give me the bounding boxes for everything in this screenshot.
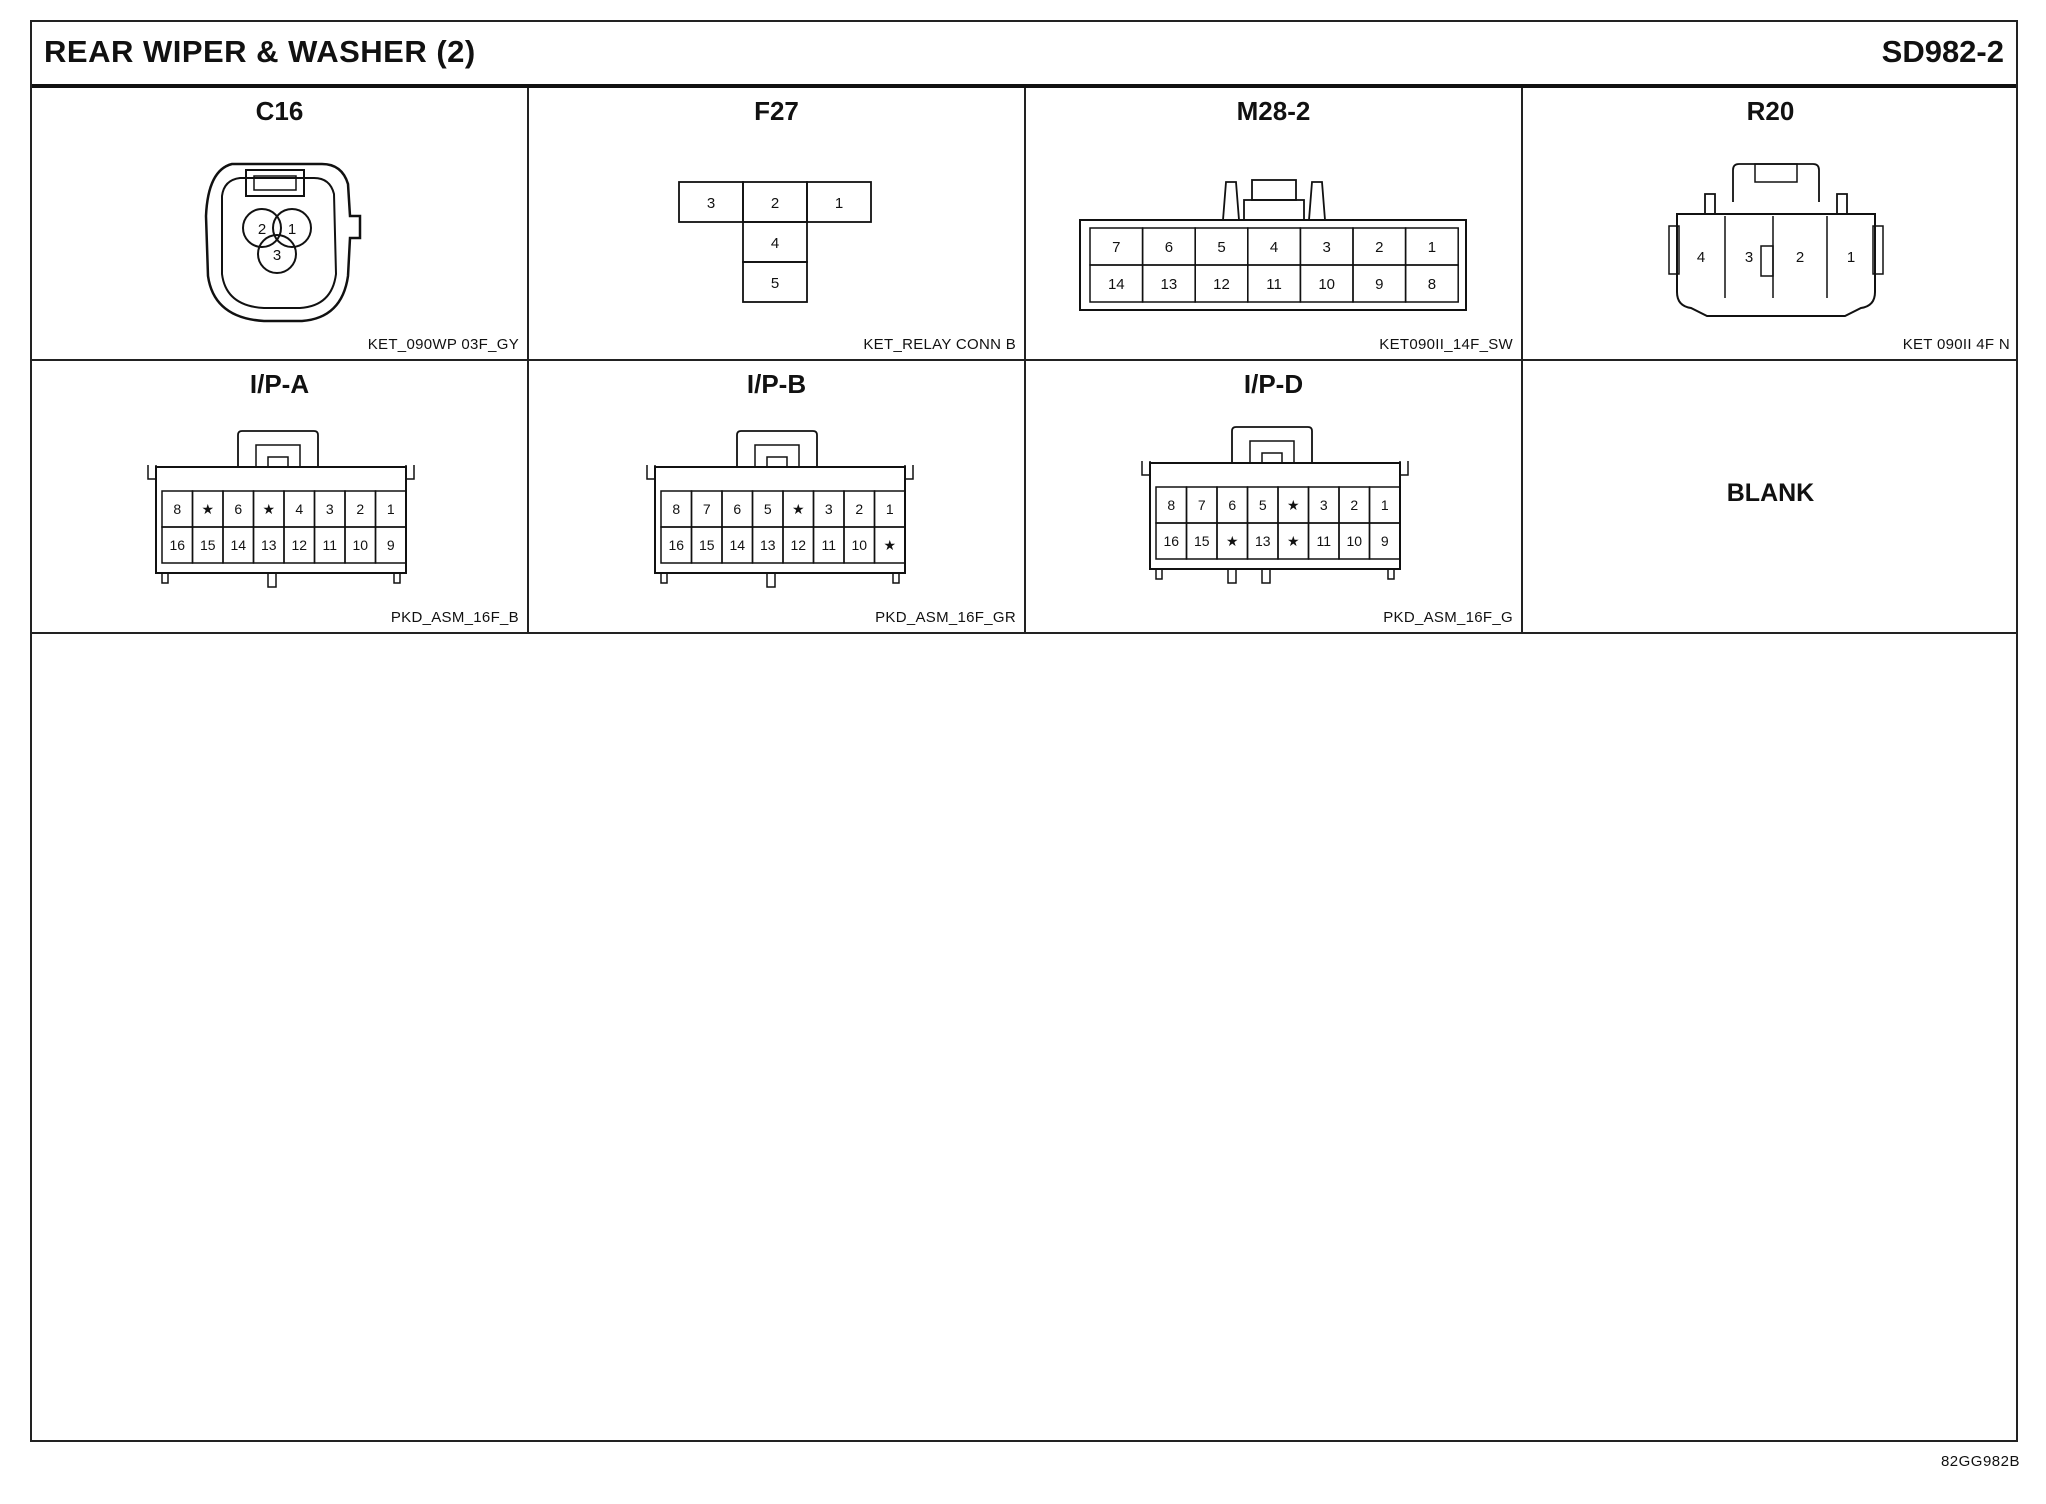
connector-cell-ip-a — [32, 361, 529, 634]
connector-cell-ip-d — [1026, 361, 1523, 634]
m28-2-pin-label: 4 — [1269, 238, 1279, 256]
ip-b-pin-grid — [661, 491, 905, 563]
m28-2-pin-label: 11 — [1266, 275, 1282, 293]
f27-connector-drawing — [677, 180, 877, 315]
f27-pin-3: 3 — [706, 195, 716, 212]
r20-pin-2: 2 — [1795, 249, 1805, 266]
ip-d-pin-grid — [1156, 487, 1400, 559]
ip-b-pin-label: 10 — [851, 537, 868, 554]
document-id: 82GG982B — [1940, 1453, 2020, 1470]
ip-d-pin-label: 15 — [1193, 533, 1210, 550]
connector-name: M28-2 — [1236, 96, 1311, 126]
c16-pin-3: 3 — [272, 247, 282, 264]
ip-d-pin-label: ★ — [1225, 533, 1239, 550]
ip-b-pin-label: ★ — [791, 501, 805, 518]
m28-2-pin-label: 12 — [1213, 275, 1230, 293]
ip-b-pin-label: ★ — [883, 537, 897, 554]
ip-a-pin-label: ★ — [201, 501, 215, 518]
ip-d-pin-label: 11 — [1316, 533, 1332, 550]
ip-a-connector-drawing — [148, 421, 414, 601]
ip-a-pin-label: 9 — [386, 537, 395, 554]
c16-pin-1: 1 — [287, 221, 297, 238]
page-title: REAR WIPER & WASHER (2) — [44, 34, 476, 69]
connector-name: C16 — [255, 96, 304, 126]
connector-type: KET 090II 4F N — [1902, 336, 2010, 353]
m28-2-pin-label: 9 — [1375, 275, 1384, 293]
f27-pin-1: 1 — [834, 195, 844, 212]
r20-pin-4: 4 — [1696, 249, 1706, 266]
m28-2-pin-label: 10 — [1318, 275, 1336, 293]
m28-2-pin-grid — [1090, 228, 1458, 302]
ip-b-pin-label: 2 — [855, 501, 864, 518]
ip-d-pin-label: 16 — [1163, 533, 1180, 550]
ip-b-pin-label: 1 — [885, 501, 894, 518]
f27-pin-5: 5 — [770, 275, 780, 292]
connector-type: KET_090WP 03F_GY — [367, 336, 519, 353]
connector-name: I/P-A — [249, 369, 310, 399]
ip-a-pin-label: 13 — [260, 537, 277, 554]
ip-d-pin-label: 7 — [1197, 497, 1206, 514]
connector-type: KET090II_14F_SW — [1379, 336, 1513, 353]
ip-d-pin-label: ★ — [1286, 533, 1300, 550]
connector-type: KET_RELAY CONN B — [863, 336, 1016, 353]
m28-2-pin-label: 1 — [1427, 238, 1437, 256]
m28-2-pin-label: 7 — [1112, 238, 1121, 256]
ip-d-pin-label: 1 — [1380, 497, 1389, 514]
connector-cell-ip-b — [529, 361, 1026, 634]
ip-a-pin-label: 4 — [295, 501, 304, 518]
ip-a-pin-grid — [162, 491, 406, 563]
ip-b-pin-label: 6 — [733, 501, 742, 518]
ip-b-pin-label: 5 — [763, 501, 772, 518]
m28-2-pin-label: 5 — [1217, 238, 1226, 256]
ip-b-pin-label: 16 — [668, 537, 685, 554]
blank-label: BLANK — [1726, 479, 1815, 507]
blank-cell — [1523, 361, 2018, 634]
ip-b-pin-label: 7 — [702, 501, 711, 518]
sheet-code: SD982-2 — [1881, 34, 2004, 69]
ip-b-pin-label: 3 — [824, 501, 833, 518]
ip-a-pin-label: 15 — [199, 537, 216, 554]
ip-d-pin-label: 8 — [1167, 497, 1176, 514]
f27-pin-4: 4 — [770, 235, 780, 252]
ip-d-pin-label: 5 — [1258, 497, 1267, 514]
connector-type: PKD_ASM_16F_B — [390, 609, 519, 626]
ip-d-pin-label: 13 — [1254, 533, 1271, 550]
connector-cell-m28-2 — [1026, 88, 1523, 361]
ip-a-pin-label: 16 — [169, 537, 186, 554]
connector-cell-c16 — [32, 88, 529, 361]
ip-b-pin-label: 8 — [672, 501, 681, 518]
m28-2-pin-label: 6 — [1164, 238, 1174, 256]
sheet-header — [32, 22, 2016, 88]
ip-b-connector-drawing — [647, 421, 913, 601]
c16-connector-drawing — [192, 156, 392, 336]
r20-connector-drawing — [1665, 150, 1887, 330]
ip-a-pin-label: ★ — [262, 501, 276, 518]
ip-a-pin-label: 14 — [230, 537, 247, 554]
connector-type: PKD_ASM_16F_G — [1383, 609, 1513, 626]
connector-sheet — [30, 20, 2018, 1442]
connector-cell-f27 — [529, 88, 1026, 361]
ip-a-pin-label: 3 — [325, 501, 334, 518]
m28-2-pin-label: 13 — [1160, 275, 1178, 293]
ip-b-pin-label: 11 — [821, 537, 837, 554]
ip-a-pin-label: 12 — [291, 537, 308, 554]
m28-2-pin-label: 2 — [1375, 238, 1384, 256]
connector-name: R20 — [1746, 96, 1795, 126]
ip-d-connector-drawing — [1142, 417, 1408, 597]
connector-name: I/P-D — [1243, 369, 1304, 399]
connector-name: F27 — [754, 96, 799, 126]
ip-a-pin-label: 2 — [356, 501, 365, 518]
ip-d-pin-label: 3 — [1319, 497, 1328, 514]
r20-pin-3: 3 — [1744, 249, 1754, 266]
ip-b-pin-label: 13 — [759, 537, 776, 554]
m28-2-pin-label: 8 — [1427, 275, 1437, 293]
f27-pin-2: 2 — [770, 195, 780, 212]
connector-cell-r20 — [1523, 88, 2018, 361]
ip-a-pin-label: 8 — [173, 501, 182, 518]
c16-pin-2: 2 — [257, 221, 267, 238]
ip-a-pin-label: 10 — [352, 537, 369, 554]
m28-2-pin-label: 14 — [1107, 275, 1125, 293]
m28-2-connector-drawing — [1078, 164, 1470, 324]
ip-d-pin-label: 10 — [1346, 533, 1363, 550]
ip-a-pin-label: 6 — [234, 501, 243, 518]
connector-type: PKD_ASM_16F_GR — [875, 609, 1016, 626]
ip-a-pin-label: 1 — [386, 501, 395, 518]
ip-a-pin-label: 11 — [322, 537, 338, 554]
r20-pin-1: 1 — [1846, 249, 1856, 266]
ip-b-pin-label: 12 — [790, 537, 807, 554]
ip-d-pin-label: ★ — [1286, 497, 1300, 514]
ip-d-pin-label: 2 — [1350, 497, 1359, 514]
ip-b-pin-label: 14 — [729, 537, 746, 554]
connector-name: I/P-B — [746, 369, 807, 399]
m28-2-pin-label: 3 — [1322, 238, 1331, 256]
ip-d-pin-label: 6 — [1228, 497, 1237, 514]
ip-d-pin-label: 9 — [1380, 533, 1389, 550]
ip-b-pin-label: 15 — [698, 537, 715, 554]
